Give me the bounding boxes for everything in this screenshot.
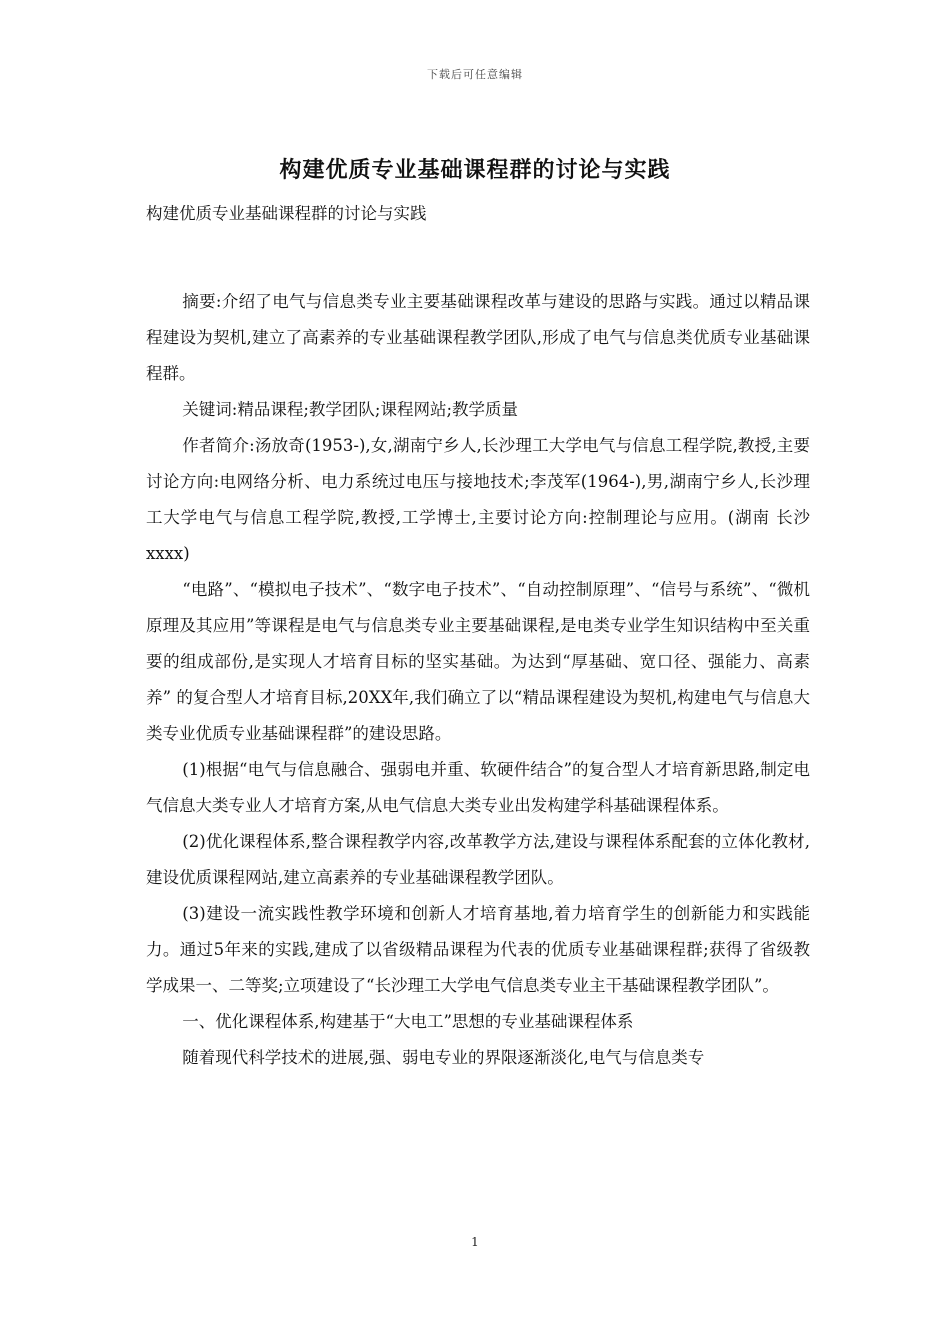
body-paragraph: “电路”、“模拟电子技术”、“数字电子技术”、“自动控制原理”、“信号与系统”、“微机原理及其应用”等课程是电气与信息类专业主要基础课程,是电类专业学生知识结构中至关重要的组成部份,是实现人才培育目标的坚实基础。为达到“厚基础、宽口径、强能力、高素养” 的复合型人才培育目标,20XX年,我们确立了以“精品课程建设为契机,构建电气与信息大类专业优质专业基础课程群”的建设思路。 [146, 580, 810, 743]
page-number: 1 [471, 1235, 479, 1249]
section-heading: 一、优化课程体系,构建基于“大电工”思想的专业基础课程体系 [182, 1012, 634, 1031]
author-bio-paragraph: 作者简介:汤放奇(1953-),女,湖南宁乡人,长沙理工大学电气与信息工程学院,教授,主要讨论方向:电网络分析、电力系统过电压与接地技术;李茂军(1964-),男,湖南宁乡人,长沙理工大学电气与信息工程学院,教授,工学博士,主要讨论方向:控制理论与应用。(湖南 长沙 xxxx) [146, 436, 810, 563]
document-body [146, 196, 810, 1076]
body-paragraph: (3)建设一流实践性教学环境和创新人才培育基地,着力培育学生的创新能力和实践能力。通过5年来的实践,建成了以省级精品课程为代表的优质专业基础课程群;获得了省级教学成果一、二等奖;立项建设了“长沙理工大学电气信息类专业主干基础课程教学团队”。 [146, 904, 810, 995]
keywords-paragraph: 关键词:精品课程;教学团队;课程网站;教学质量 [182, 400, 519, 419]
body-paragraph: 随着现代科学技术的进展,强、弱电专业的界限逐渐淡化,电气与信息类专 [182, 1048, 705, 1067]
header-note: 下载后可任意编辑 [427, 68, 523, 81]
document-title: 构建优质专业基础课程群的讨论与实践 [279, 157, 671, 183]
abstract-paragraph: 摘要:介绍了电气与信息类专业主要基础课程改革与建设的思路与实践。通过以精品课程建设为契机,建立了高素养的专业基础课程教学团队,形成了电气与信息类优质专业基础课程群。 [146, 292, 810, 383]
document-subtitle: 构建优质专业基础课程群的讨论与实践 [146, 204, 427, 223]
body-paragraph: (2)优化课程体系,整合课程教学内容,改革教学方法,建设与课程体系配套的立体化教材,建设优质课程网站,建立高素养的专业基础课程教学团队。 [146, 832, 810, 887]
body-paragraph: (1)根据“电气与信息融合、强弱电并重、软硬件结合”的复合型人才培育新思路,制定电气信息大类专业人才培育方案,从电气信息大类专业出发构建学科基础课程体系。 [146, 760, 810, 815]
